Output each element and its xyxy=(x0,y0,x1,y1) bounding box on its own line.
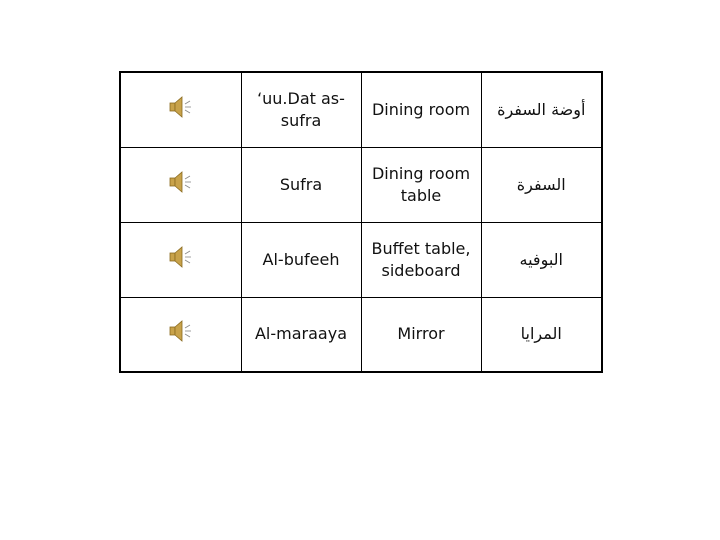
transliteration-cell: Al-maraaya xyxy=(241,297,361,372)
english-cell: Dining room xyxy=(361,72,481,147)
speaker-icon[interactable] xyxy=(168,170,194,194)
audio-cell xyxy=(120,222,241,297)
table-row xyxy=(120,297,602,372)
speaker-icon[interactable] xyxy=(168,319,194,343)
english-cell: Mirror xyxy=(361,297,481,372)
arabic-cell: السفرة xyxy=(481,147,602,222)
arabic-cell: المرايا xyxy=(481,297,602,372)
transliteration-cell: Sufra xyxy=(241,147,361,222)
audio-cell xyxy=(120,72,241,147)
transliteration-cell: ‘uu.Dat as-sufra xyxy=(241,72,361,147)
audio-cell xyxy=(120,147,241,222)
arabic-cell: أوضة السفرة xyxy=(481,72,602,147)
speaker-icon[interactable] xyxy=(168,245,194,269)
arabic-cell: البوفيه xyxy=(481,222,602,297)
table-row xyxy=(120,222,602,297)
vocabulary-table xyxy=(119,71,603,373)
speaker-icon[interactable] xyxy=(168,95,194,119)
transliteration-cell: Al-bufeeh xyxy=(241,222,361,297)
table-row xyxy=(120,147,602,222)
english-cell: Buffet table, sideboard xyxy=(361,222,481,297)
table-row xyxy=(120,72,602,147)
english-cell: Dining room table xyxy=(361,147,481,222)
audio-cell xyxy=(120,297,241,372)
